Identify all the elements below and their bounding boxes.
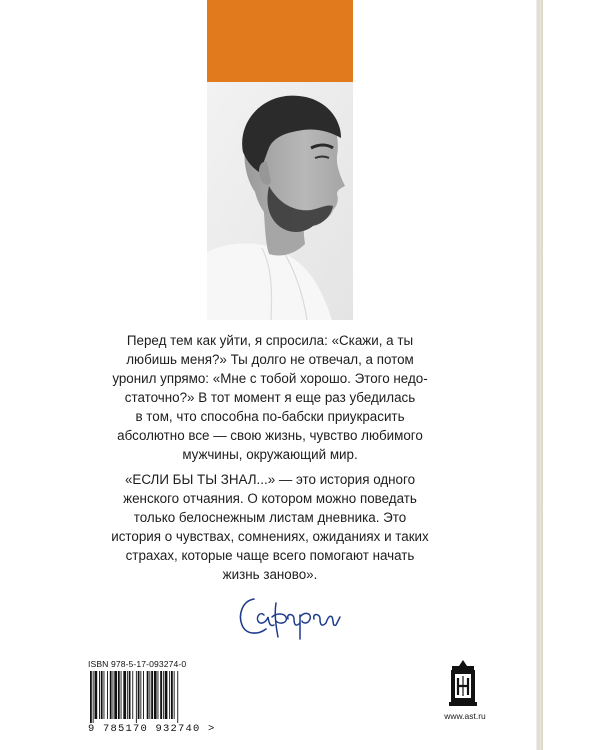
barcode-bar [104, 671, 105, 719]
blurb-line: «ЕСЛИ БЫ ТЫ ЗНАЛ...» — это история одного [124, 472, 416, 487]
blurb-line: женского отчаяния. О котором можно поведать [123, 491, 417, 506]
blurb-line: абсолютно все — свою жизнь, чувство любимого [117, 428, 423, 443]
barcode [88, 671, 208, 723]
blurb-line: только белоснежным листам дневника. Это [133, 510, 407, 525]
barcode-bar [121, 671, 122, 719]
barcode-bar [143, 671, 144, 719]
publisher-logo [447, 658, 479, 708]
barcode-bar [151, 671, 153, 719]
barcode-bar [136, 671, 137, 723]
barcode-bar [174, 671, 175, 719]
blurb-line: статочно?» В тот момент я еще раз убедилась [124, 390, 416, 405]
author-photo [207, 82, 353, 320]
barcode-bar [123, 671, 126, 719]
barcode-bar [147, 671, 149, 719]
blurb-line: мужчины, окружающий мир. [182, 447, 358, 462]
barcode-bar [113, 671, 114, 719]
barcode-bar [154, 671, 157, 719]
blurb-line: история о чувствах, сомнениях, ожиданиях и таких [111, 529, 429, 544]
barcode-bar [110, 671, 112, 719]
barcode-bar [138, 671, 140, 719]
barcode-bar [171, 671, 173, 719]
blurb-line: страхах, которые чаще всего помогают начать [125, 548, 415, 563]
barcode-bar [177, 671, 178, 723]
barcode-bar [118, 671, 120, 719]
barcode-bar [140, 671, 141, 719]
barcode-bar [163, 671, 164, 719]
barcode-digits: 9 785170 932740 > [88, 723, 216, 735]
blurb-line: в том, что способна по-бабски приукрасить [135, 409, 405, 424]
blurb-line: Перед тем как уйти, я спросила: «Скажи, а ты [126, 333, 414, 348]
barcode-bar [129, 671, 131, 719]
blurb-line: любишь меня?» Ты долго не отвечал, а потом [126, 352, 414, 367]
barcode-bar [169, 671, 170, 719]
barcode-bar [158, 671, 159, 719]
publisher-website: www.ast.ru [444, 711, 486, 721]
barcode-bar [127, 671, 128, 719]
author-signature [236, 585, 346, 643]
spine-edge-line [541, 0, 543, 750]
blurb-paragraph-1 [108, 331, 432, 464]
barcode-bar [149, 671, 150, 719]
orange-accent-band [207, 0, 353, 82]
barcode-bar [90, 671, 92, 723]
barcode-bar [165, 671, 168, 719]
barcode-bar [132, 671, 133, 719]
barcode-bar [107, 671, 108, 719]
barcode-bar [101, 671, 103, 719]
barcode-bar [95, 671, 98, 719]
blurb-line: жизнь заново». [222, 567, 318, 582]
barcode-bar [114, 671, 117, 719]
barcode-bar [160, 671, 162, 719]
barcode-bar [93, 671, 94, 723]
isbn-label: ISBN 978-5-17-093274-0 [88, 659, 187, 669]
barcode-bar [99, 671, 100, 719]
blurb-line: уронил упрямо: «Мне с тобой хорошо. Этого недо- [112, 371, 428, 386]
blurb-paragraph-2 [108, 470, 432, 584]
